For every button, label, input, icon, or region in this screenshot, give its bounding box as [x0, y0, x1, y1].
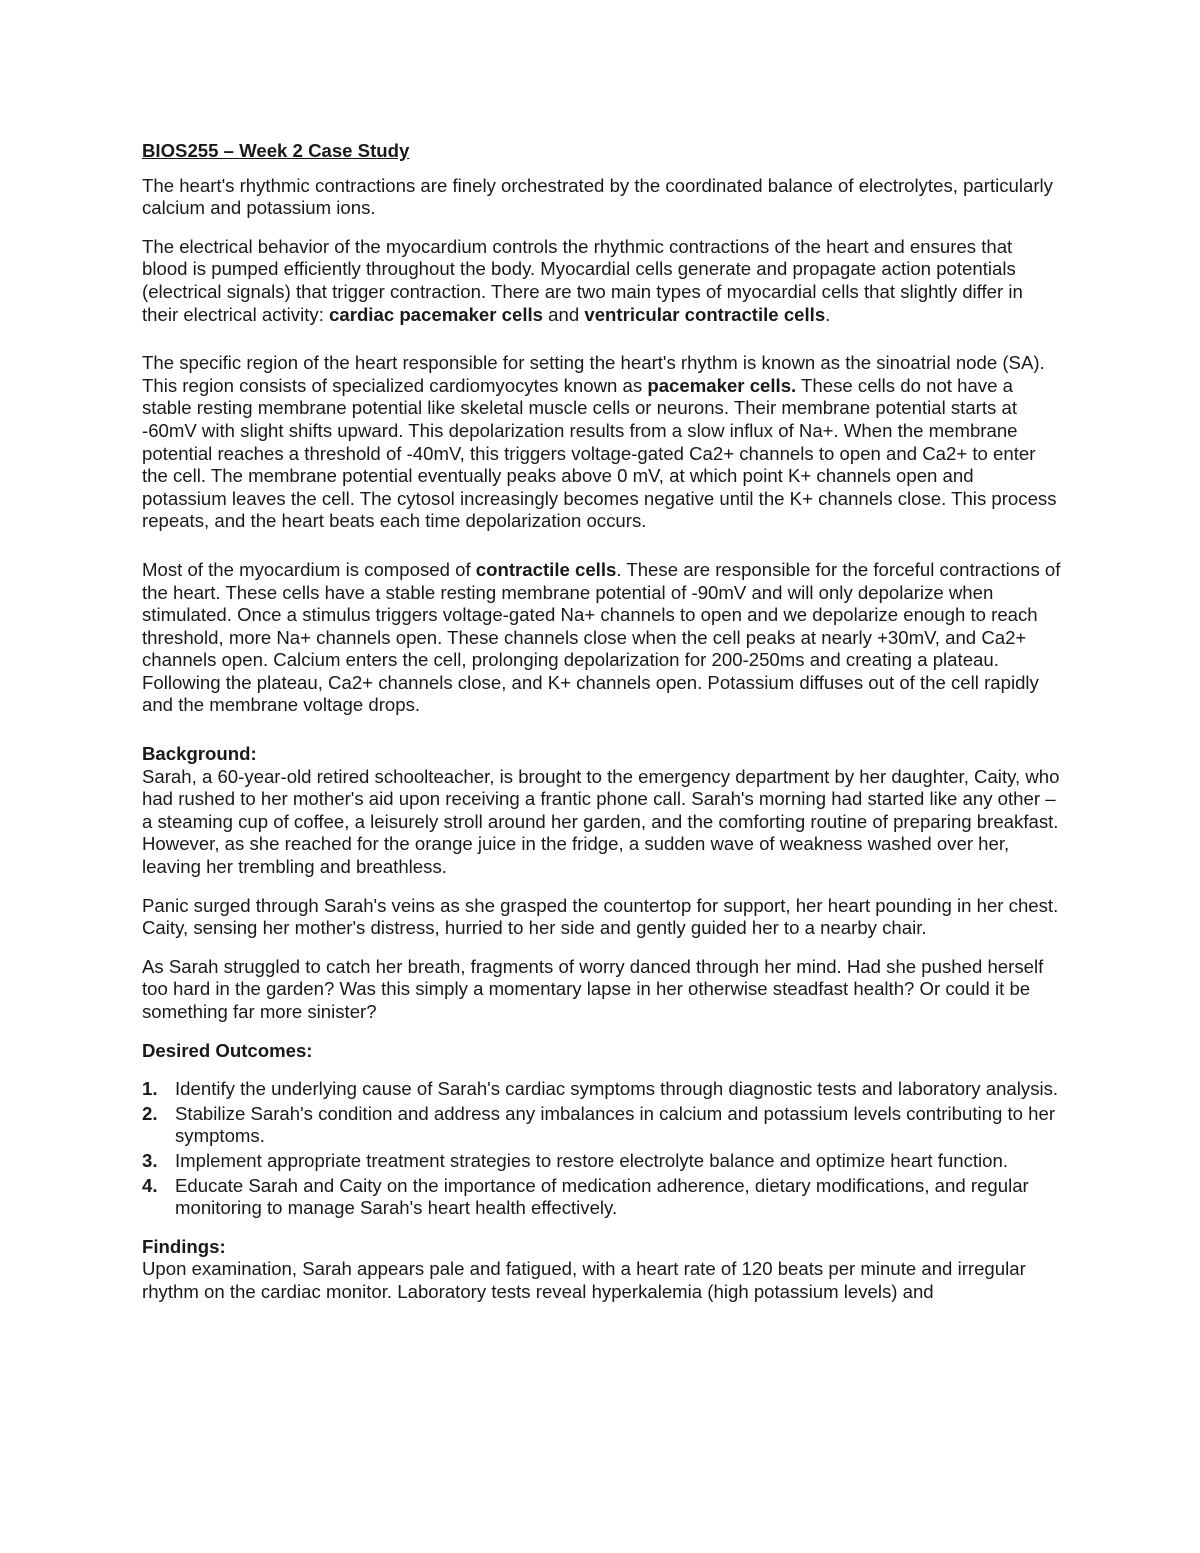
contractile-text-after: . These are responsible for the forceful contractions of the heart. These cells have a stable resting membrane potential of -90mV and will only depolarize when stimulated. Once a stimulus triggers voltage-gated Na+ channels to open and we depolarize enough to reach threshold, more Na+ channels open. These channels close when the cell peaks at nearly +30mV, and Ca2+ channels open. Calcium enters the cell, prolonging depolarization for 200-250ms and creating a plateau. Following the plateau, Ca2+ channels close, and K+ channels open. Potassium diffuses out of the cell rapidly and the membrane voltage drops.	[142, 558, 1061, 716]
list-item-text: Identify the underlying cause of Sarah's cardiac symptoms through diagnostic tests and laboratory analysis.	[175, 1078, 1059, 1100]
pacemaker-cells-term: cardiac pacemaker cells	[329, 303, 544, 325]
electrical-text-before: The electrical behavior of the myocardium controls the rhythmic contractions of the heart and ensures that blood is pumped efficiently throughout the body. Myocardial cells generate and propagate action potentials (electrical signals) that trigger contraction. There are two main types of myocardial cells that slightly differ in their electrical activity:	[142, 235, 1023, 325]
contractile-text-before: Most of the myocardium is composed of	[142, 558, 476, 580]
list-item-number: 1.	[142, 1078, 158, 1100]
contractile-term: contractile cells	[475, 558, 617, 580]
pacemaker-term: pacemaker cells.	[647, 374, 797, 396]
electrical-text-mid: and	[543, 303, 585, 325]
intro-paragraph: The heart's rhythmic contractions are finely orchestrated by the coordinated balance of electrolytes, particularly calcium and potassium ions.	[142, 174, 1053, 219]
document-title: BIOS255 – Week 2 Case Study	[142, 140, 410, 161]
pacemaker-paragraph	[142, 352, 1062, 533]
outcomes-heading: Desired Outcomes:	[142, 1039, 313, 1061]
background-paragraph-3: As Sarah struggled to catch her breath, fragments of worry danced through her mind. Had she pushed herself too hard in the garden? Was this simply a momentary lapse in her otherwise steadfast health? Or could it be something far more sinister?	[142, 955, 1044, 1022]
pacemaker-text-before: The specific region of the heart responsible for setting the heart's rhythm is known as the sinoatrial node (SA). This region consists of specialized cardiomyocytes known as	[142, 352, 1045, 396]
electrical-text-after: .	[825, 303, 831, 325]
list-item-text: Educate Sarah and Caity on the importance of medication adherence, dietary modifications, and regular monitoring to manage Sarah's heart health effectively.	[175, 1174, 1029, 1219]
findings-heading: Findings:	[142, 1235, 226, 1257]
electrical-behavior-paragraph	[142, 236, 1062, 326]
list-item-text: Stabilize Sarah's condition and address any imbalances in calcium and potassium levels contributing to her symptoms.	[175, 1102, 1056, 1147]
outcomes-list	[142, 1078, 1062, 1220]
background-paragraph-1: Sarah, a 60-year-old retired schoolteacher, is brought to the emergency department by her daughter, Caity, who had rushed to her mother's aid upon receiving a frantic phone call. Sarah's morning had started like any other – a steaming cup of coffee, a leisurely stroll around her garden, and the comforting routine of preparing breakfast. However, as she reached for the orange juice in the fridge, a sudden wave of weakness washed over her, leaving her trembling and breathless.	[142, 765, 1060, 878]
list-item-number: 3.	[142, 1149, 158, 1171]
background-paragraph-2: Panic surged through Sarah's veins as she grasped the countertop for support, her heart pounding in her chest. Caity, sensing her mother's distress, hurried to her side and gently guided her to a nearby chair.	[142, 894, 1059, 939]
findings-paragraph: Upon examination, Sarah appears pale and fatigued, with a heart rate of 120 beats per minute and irregular rhythm on the cardiac monitor. Laboratory tests reveal hyperkalemia (high potassium levels) and	[142, 1258, 1026, 1302]
background-heading: Background:	[142, 743, 257, 765]
list-item-number: 2.	[142, 1102, 158, 1124]
list-item-text: Implement appropriate treatment strategies to restore electrolyte balance and optimize heart function.	[175, 1149, 1009, 1171]
contractile-paragraph	[142, 559, 1062, 717]
document-page	[142, 140, 1062, 1320]
list-item-number: 4.	[142, 1174, 158, 1196]
list-item	[142, 1103, 1062, 1148]
list-item	[142, 1150, 1062, 1173]
pacemaker-text-after: These cells do not have a stable resting membrane potential like skeletal muscle cells or neurons. Their membrane potential starts at -60mV with slight shifts upward. This depolarization results from a slow influx of Na+. When the membrane potential reaches a threshold of -40mV, this triggers voltage-gated Ca2+ channels to open and Ca2+ to enter the cell. The membrane potential eventually peaks above 0 mV, at which point K+ channels open and potassium leaves the cell. The cytosol increasingly becomes negative until the K+ channels close. This process repeats, and the heart beats each time depolarization occurs.	[142, 374, 1057, 532]
list-item	[142, 1175, 1062, 1220]
contractile-cells-term: ventricular contractile cells	[584, 303, 826, 325]
list-item	[142, 1078, 1062, 1101]
